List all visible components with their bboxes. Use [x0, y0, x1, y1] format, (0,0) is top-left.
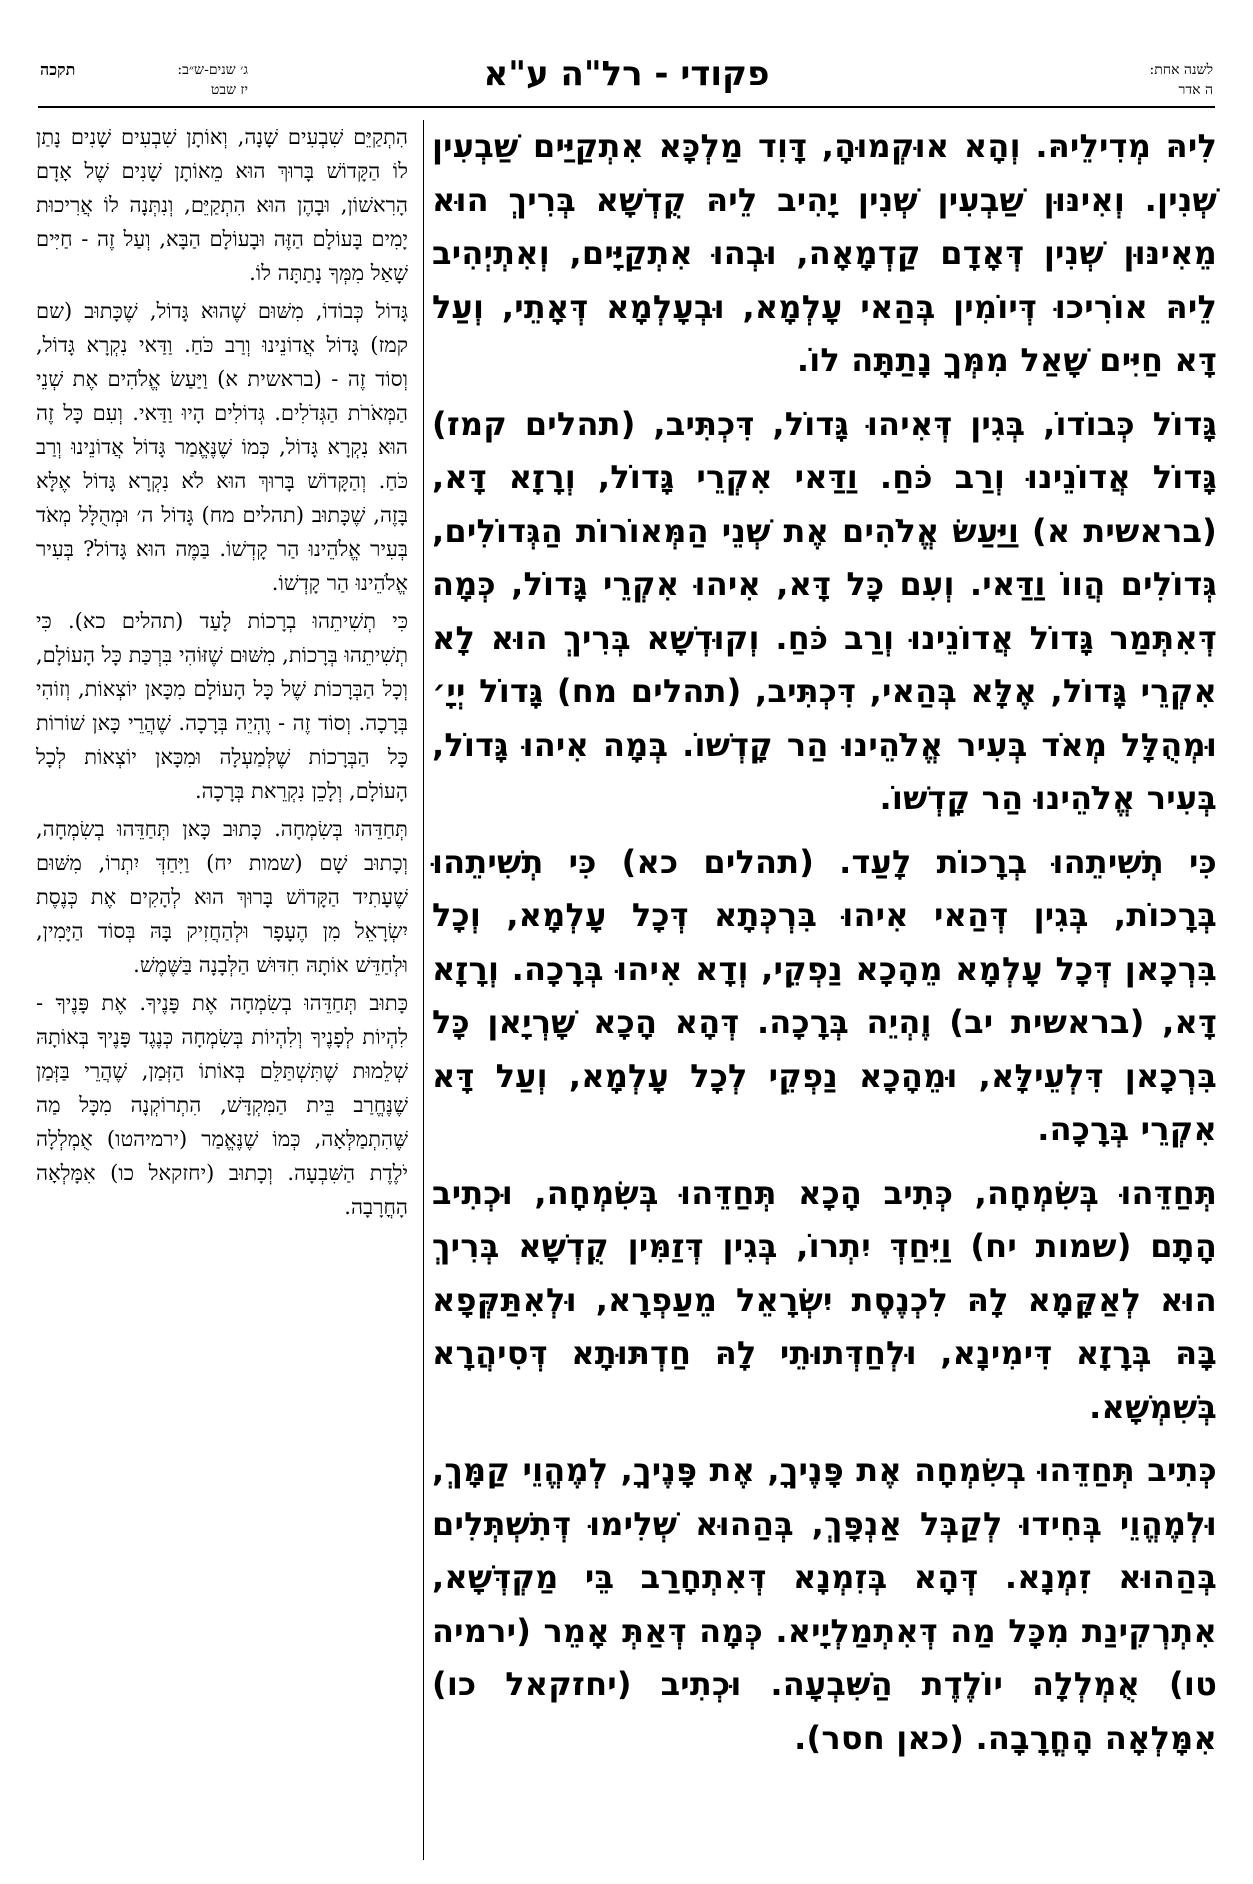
- side-paragraph: גָּדוֹל כְּבוֹדוֹ, מִשּׁוּם שֶׁהוּא גָּדוֹל, שֶׁכָּתוּב (שם קמז) גָּדוֹל אֲדוֹנֵינוּ וְרַב כֹּחַ. וַדַּאי נִקְרָא גָּדוֹל, וְסוֹד זֶה - (בראשית א) וַיַּעַשׂ אֱלֹהִים אֶת שְׁנֵי הַמְּאֹרֹת הַגְּדֹלִים. גְּדוֹלִים הָיוּ וַדַּאי. וְעִם כָּל זֶה הוּא נִקְרָא גָּדוֹל, כְּמוֹ שֶׁנֶּאֱמַר גָּדוֹל אֲדוֹנֵינוּ וְרַב כֹּחַ. וְהַקָּדוֹשׁ בָּרוּךְ הוּא לֹא נִקְרָא גָּדוֹל אֶלָּא בָּזֶה, שֶׁכָּתוּב (תהלים מח) גָּדוֹל ה׳ וּמְהֻלָּל מְאֹד בְּעִיר אֱלֹהֵינוּ הַר קָדְשׁוֹ. בַּמֶּה הוּא גָּדוֹל? בְּעִיר אֱלֹהֵינוּ הַר קָדְשׁוֹ.: [36, 299, 408, 595]
- page-title: פקודי - רל"ה ע"א: [483, 54, 770, 94]
- header-right-line1: לשנה אחת:: [1149, 62, 1213, 78]
- side-paragraph: כִּי תְשִׁיתֵהוּ בְרָכוֹת לָעַד (תהלים כא). כִּי תְשִׁיתֵהוּ בְּרָכוֹת, מִשּׁוּם שֶׁזּוֹהִי בִּרְכַּת כָּל הָעוֹלָם, וְכָל הַבְּרָכוֹת שֶׁל כָּל הָעוֹלָם מִכָּאן יוֹצְאוֹת, וְזוֹהִי בְּרָכָה. וְסוֹד זֶה - וֶהְיֵה בְּרָכָה. שֶׁהֲרֵי כָּאן שׁוֹרוֹת כָּל הַבְּרָכוֹת שֶׁלְּמַעְלָה וּמִכָּאן יוֹצְאוֹת לְכָל הָעוֹלָם, וְלָכֵן נִקְרֵאת בְּרָכָה.: [36, 609, 408, 803]
- main-paragraph: תְּחַדֵּהוּ בְּשִׂמְחָה, כְּתִיב הָכָא תְּחַדֵּהוּ בְּשִׂמְחָה, וּכְתִיב הָתָם (שמות יח) וַיִּחַדְּ יִתְרוֹ, בְּגִין דְּזַמִּין קֻדְשָׁא בְּרִיךְ הוּא לְאַקָּמָא לָהּ לִכְנֶסֶת יִשְׂרָאֵל מֵעַפְרָא, וּלְאִתַּקְּפָא בָּהּ בְּרָזָא דִּימִינָא, וּלְחַדְּתוּתֵי לָהּ חַדְתּוּתָא דְּסִיהֲרָא בְּשִׁמְשָׁא.: [432, 1173, 1217, 1426]
- main-paragraph: כִּי תְשִׁיתֵהוּ בְרָכוֹת לָעַד. (תהלים כא) כִּי תְשִׁיתֵהוּ בְּרָכוֹת, בְּגִין דְּהַאי אִיהוּ בִּרְכְּתָא דְּכָל עָלְמָא, וְכָל בִּרְכָאן דְּכָל עָלְמָא מֵהָכָא נַפְקֵי, וְדָא אִיהוּ בְּרָכָה. וְרָזָא דָּא, (בראשית יב) וֶהְיֵה בְּרָכָה. דְּהָא הָכָא שָׁרְיָאן כָּל בִּרְכָאן דִּלְעֵילָּא, וּמֵהָכָא נַפְקֵי לְכָל עָלְמָא, וְעַל דָּא אִקְרֵי בְּרָכָה.: [432, 842, 1217, 1148]
- header-left-line1: ג׳ שנים-ש״ב:: [177, 62, 248, 78]
- side-paragraph: כָּתוּב תְּחַדֵּהוּ בְשִׂמְחָה אֶת פָּנֶיךָ. אֶת פָּנֶיךָ - לִהְיוֹת לְפָנֶיךָ וְלִהְיוֹת בְּשִׂמְחָה כְּנֶגֶד פָּנֶיךָ בְּאוֹתָהּ שְׁלֵמוּת שֶׁתִּשְׁתַּלֵּם בְּאוֹתוֹ הַזְּמַן, שֶׁהֲרֵי בַּזְּמַן שֶׁנֶּחֱרַב בֵּית הַמִּקְדָּשׁ, הִתְרוֹקְנָה מִכָּל מַה שֶּׁהִתְמַלְּאָה, כְּמוֹ שֶׁנֶּאֱמַר (ירמיהטו) אֻמְלְלָה יֹלֶדֶת הַשִּׁבְעָה. וְכָתוּב (יחזקאל כו) אִמָּלְאָה הָחֳרָבָה.: [36, 991, 408, 1219]
- main-paragraph: גָּדוֹל כְּבוֹדוֹ, בְּגִין דְּאִיהוּ גָּדוֹל, דִּכְתִּיב, (תהלים קמז) גָּדוֹל אֲדוֹנֵינוּ וְרַב כֹּחַ. וַדַּאי אִקְרֵי גָּדוֹל, וְרָזָא דָּא, (בראשית א) וַיַּעַשׂ אֱלֹהִים אֶת שְׁנֵי הַמְּאוֹרוֹת הַגְּדוֹלִים, גְּדוֹלִים הֲווֹ וַדַּאי. וְעִם כָּל דָּא, אִיהוּ אִקְרֵי גָּדוֹל, כְּמָה דְּאִתְּמַר גָּדוֹל אֲדוֹנֵינוּ וְרַב כֹּחַ. וְקוּדְשָׁא בְּרִיךְ הוּא לָא אִקְרֵי גָּדוֹל, אֶלָּא בְּהַאי, דִּכְתִּיב, (תהלים מח) גָּדוֹל יְיָ׳ וּמְהֻלָּל מְאֹד בְּעִיר אֱלֹהֵינוּ הַר קָדְשׁוֹ. בְּמָה אִיהוּ גָּדוֹל, בְּעִיר אֱלֹהֵינוּ הַר קָדְשׁוֹ.: [432, 404, 1217, 817]
- side-paragraph: הִתְקַיֵּם שִׁבְעִים שָׁנָה, וְאוֹתָן שִׁבְעִים שָׁנִים נָתַן לוֹ הַקָּדוֹשׁ בָּרוּךְ הוּא מֵאוֹתָן שָׁנִים שֶׁל אָדָם הָרִאשׁוֹן, וּבָהֶן הוּא הִתְקַיֵּם, וְנִתְּנָה לוֹ אֲרִיכוּת יָמִים בָּעוֹלָם הַזֶּה וּבָעוֹלָם הַבָּא, וְעַל זֶה - חַיִּים שָׁאַל מִמְּךָ נָתַתָּה לוֹ.: [36, 125, 408, 285]
- side-paragraph: תְּחַדֵּהוּ בְּשִׂמְחָה. כָּתוּב כָּאן תְּחַדֵּהוּ בְשִׂמְחָה, וְכָתוּב שָׁם (שמות יח) וַיִּחַדְּ יִתְרוֹ, מִשּׁוּם שֶׁעָתִיד הַקָּדוֹשׁ בָּרוּךְ הוּא לְהָקִים אֶת כְּנֶסֶת יִשְׂרָאֵל מִן הֶעָפָר וּלְהַחֲזִיק בָּהּ בְּסוֹד הַיָּמִין, וּלְחַדֵּשׁ אוֹתָהּ חִדּוּשׁ הַלְּבָנָה בַּשֶּׁמֶשׁ.: [36, 817, 408, 977]
- main-paragraph: לִיהּ מְדִילֵיהּ. וְהָא אוּקְמוּהָ, דָּוִד מַלְכָּא אִתְקַיַּים שַׁבְעִין שְׁנִין. וְאִינּוּן שַׁבְעִין שְׁנִין יָהִיב לֵיהּ קֻדְשָׁא בְּרִיךְ הוּא מֵאִינּוּן שְׁנִין דְּאָדָם קַדְמָאָה, וּבְהוּ אִתְקַיָּים, וְאִתְיְהִיב לֵיהּ אוֹרִיכוּ דְּיוֹמִין בְּהַאי עָלְמָא, וּבְעָלְמָא דְּאָתֵי, וְעַל דָּא חַיִּים שָׁאַל מִמְּךָ נָתַתָּה לוֹ.: [432, 127, 1217, 379]
- page-header: [38, 54, 1215, 108]
- page-number: תקכה: [40, 60, 76, 79]
- column-divider: [423, 120, 424, 1860]
- header-left-line2: יז שבט: [210, 82, 248, 98]
- header-right-line2: ה אדר: [1178, 82, 1213, 98]
- header-left-info: [98, 60, 248, 100]
- main-paragraph: כְּתִיב תְּחַדֵּהוּ בְשִׂמְחָה אֶת פָּנֶיךָ, אֶת פָּנֶיךָ, לְמֶהֱוֵי קַמָּךְ, וּלְמֶהֱוֵי בְּחִידוּ לְקַבְּל אַנְפָּךְ, בְּהַהוּא שְׁלִימוּ דְּתִשְׁתְּלִים בְּהַהוּא זִמְנָא. דְּהָא בְּזִמְנָא דְּאִתְחָרַב בֵּי מַקְדְּשָׁא, אִתְרְקִינַת מִכָּל מַה דְּאִתְמַלְיָיא. כְּמָה דְּאַתְּ אָמֵר (ירמיה טו) אֻמְלְלָה יוֹלֶדֶת הַשִּׁבְעָה. וּכְתִיב (יחזקאל כו) אִמָּלְאָה הָחֳרָבָה. (כאן חסר).: [432, 1451, 1217, 1757]
- main-text-column: [432, 120, 1217, 1775]
- translation-column: [36, 120, 408, 1228]
